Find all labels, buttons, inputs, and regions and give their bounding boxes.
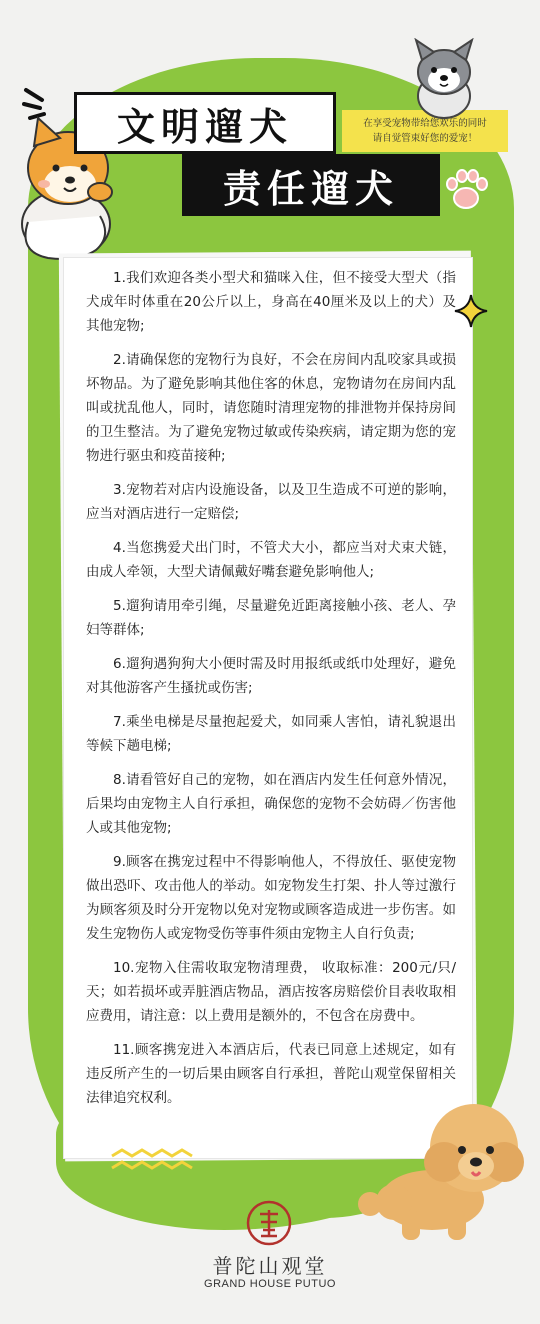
paw-print-icon <box>440 164 492 216</box>
main-title-line2: 责任遛犬 <box>182 154 440 216</box>
rule-item-1: 1.我们欢迎各类小型犬和猫咪入住，但不接受大型犬（指犬成年时体重在20公斤以上，身高在40厘米及以上的犬）及其他宠物; <box>86 270 456 334</box>
rule-item-3: 3.宠物若对店内设施设备，以及卫生造成不可逆的影响，应当对酒店进行一定赔偿; <box>86 482 456 522</box>
seal-logo-icon <box>246 1200 292 1246</box>
poodle-dog-illustration <box>352 1092 532 1242</box>
rule-item-10: 10.宠物入住需收取宠物清理费， 收取标准：200元/只/天；如若损坏或弄脏酒店物品，酒店按客房赔偿价目表收取相应费用，请注意：以上费用是额外的，不包含在房费中。 <box>86 960 456 1024</box>
reminder-note-line2: 请自觉管束好您的爱宠！ <box>372 133 478 144</box>
brand-name-en: GRAND HOUSE PUTUO <box>204 1278 336 1290</box>
rule-item-6: 6.遛狗遇狗狗大小便时需及时用报纸或纸巾处理好，避免对其他游客产生搔扰或伤害; <box>86 656 456 696</box>
rule-item-7: 7.乘坐电梯是尽量抱起爱犬，如同乘人害怕，请礼貌退出等候下趟电梯; <box>86 714 456 754</box>
rule-item-11: 11.顾客携宠进入本酒店后，代表已同意上述规定，如有违反所产生的一切后果由顾客自行承担，普陀山观堂保留相关法律追究权利。 <box>86 1042 456 1106</box>
rule-item-9: 9.顾客在携宠过程中不得影响他人，不得放任、驱使宠物做出恐吓、攻击他人的举动。如宠物发生打架、扑人等过激行为顾客须及时分开宠物以免对宠物或顾客造成进一步伤害。如发生宠物伤人或宠物受伤等事件须由宠物主人自行负责; <box>86 854 456 942</box>
rule-item-8: 8.请看管好自己的宠物，如在酒店内发生任何意外情况，后果均由宠物主人自行承担，确保您的宠物不会妨碍／伤害他人或其他宠物; <box>86 772 456 836</box>
rule-item-4: 4.当您携爱犬出门时，不管犬大小，都应当对犬束犬链，由成人牵领，大型犬请佩戴好嘴套避免影响他人; <box>86 540 456 580</box>
rule-item-5: 5.遛狗请用牵引绳，尽量避免近距离接触小孩、老人、孕妇等群体; <box>86 598 456 638</box>
yellow-zigzag-icon <box>110 1148 194 1174</box>
brand-name-cn: 普陀山观堂 <box>212 1254 328 1278</box>
rule-item-2: 2.请确保您的宠物行为良好，不会在房间内乱咬家具或损坏物品。为了避免影响其他住客的休息，宠物请勿在房间内乱叫或扰乱他人，同时，请您随时清理宠物的排泄物并保持房间的卫生整洁。为了避免宠物过敏或传染疾病，请定期为您的宠物进行驱虫和疫苗接种; <box>86 352 456 464</box>
bulldog-illustration <box>402 38 484 120</box>
rules-list <box>86 266 456 1120</box>
main-title-line1: 文明遛犬 <box>74 92 336 154</box>
reminder-note-line1: 在享受宠物带给您欢乐的同时 <box>363 118 487 129</box>
sparkle-icon <box>454 294 488 328</box>
